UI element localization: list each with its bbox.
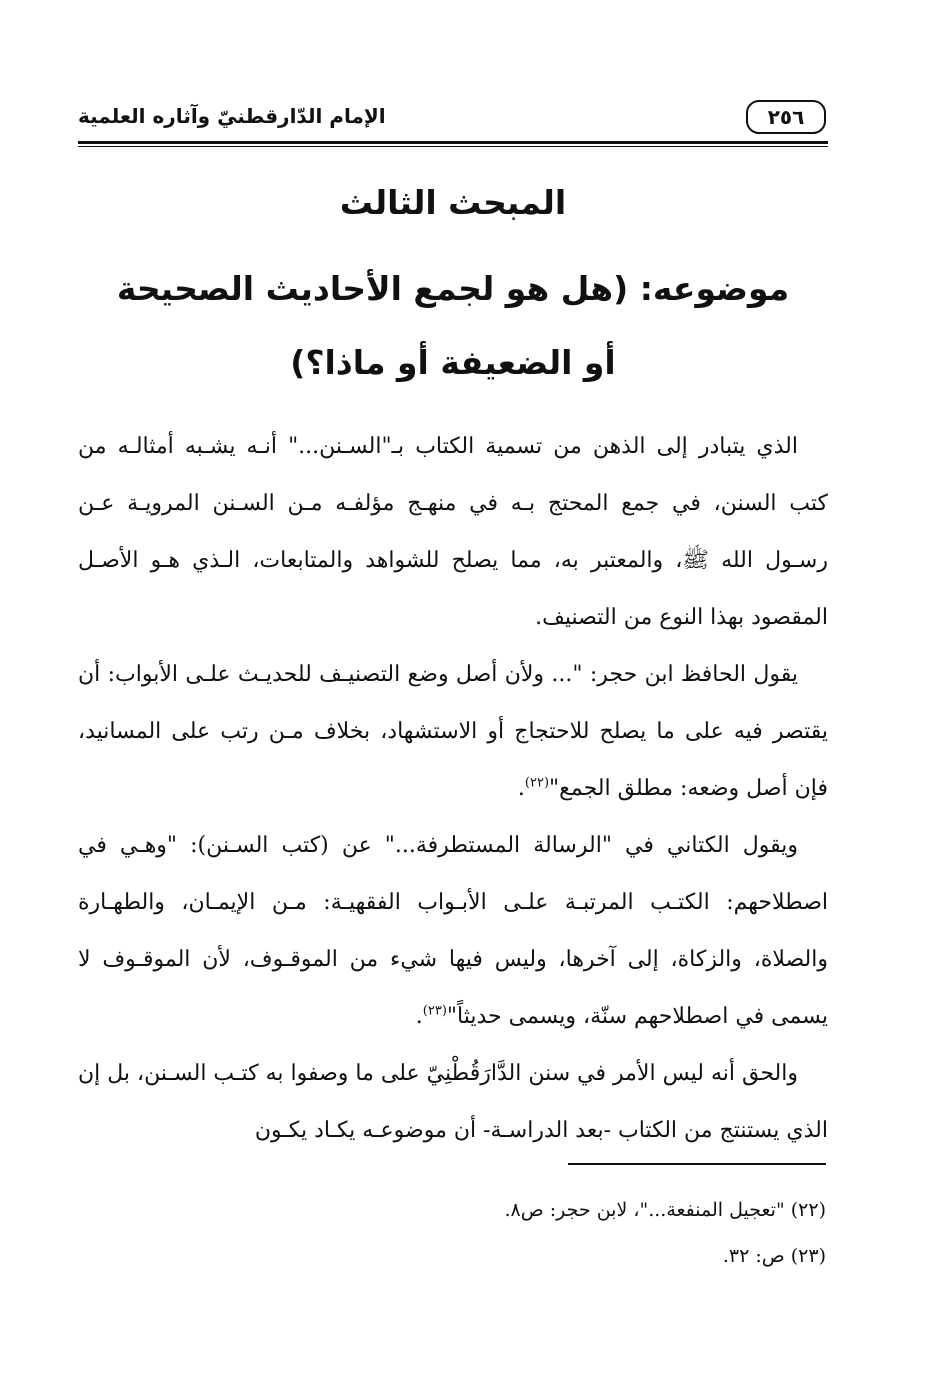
topic-heading xyxy=(78,252,828,400)
paragraph-3-text: ويقول الكتاني في "الرسالة المستطرفة..." عن (كتب السـنن): "وهـي في اصطلاحهم: الكتـب المرتبـة علـى الأبـواب الفقهيـة: مـن الإيمـان، والطهـارة والصلاة، والزكاة، إلى آخرها، وليس فيها شيء من الموقـوف، لأن الموقـوف لا يسمى في اصطلاحهم سنّة، ويسمى حديثاً" xyxy=(78,833,828,1029)
chapter-title: المبحث الثالث xyxy=(339,183,567,222)
footnote-ref-22: (٢٢) xyxy=(524,775,550,791)
header-rule-thick xyxy=(78,141,828,144)
paragraph-2 xyxy=(78,646,828,817)
paragraph-4 xyxy=(78,1045,828,1159)
sentence-end: . xyxy=(517,776,525,801)
footnote-separator xyxy=(568,1163,826,1165)
page-number: ٢٥٦ xyxy=(746,100,826,134)
paragraph-2-text: يقول الحافظ ابن حجر: "... ولأن أصل وضع التصنيـف للحديـث علـى الأبواب: أن يقتصر فيه على ما يصلح للاحتجاج أو الاستشهاد، بخلاف مـن رتب على المسانيد، فإن أصل وضعه: مطلق الجمع" xyxy=(78,662,828,801)
footnote-ref-23: (٢٣) xyxy=(422,1003,447,1019)
paragraph-4-text: والحق أنه ليس الأمر في سنن الدَّارَقُطْنِيّ على ما وصفوا به كتـب السـنن، بل إن الذي يستنتج من الكتاب -بعد الدراسـة- أن موضوعـه يكـاد يكـون xyxy=(78,1061,828,1143)
paragraph-3 xyxy=(78,817,828,1045)
paragraph-1-text: الذي يتبادر إلى الذهن من تسمية الكتاب بـ"السـنن..." أنـه يشـبه أمثالـه من كتب السنن، في جمع المحتج بـه في منهـج مؤلفـه مـن السـنن المرويـة عـن رسـول الله ﷺ، والمعتبر به، مما يصلح للشواهد والمتابعات، الـذي هـو الأصـل المقصود بهذا النوع من التصنيف. xyxy=(78,434,828,630)
footnote-23: (٢٣) ص: ٣٢. xyxy=(722,1245,826,1267)
running-title: الإمام الدّارقطنيّ وآثاره العلمية xyxy=(78,104,386,128)
body-text xyxy=(78,418,828,1159)
paragraph-1 xyxy=(78,418,828,646)
header-rule-thin xyxy=(78,146,828,147)
footnotes xyxy=(78,1187,826,1279)
footnote-22: (٢٢) "تعجيل المنفعة..."، لابن حجر: ص٨. xyxy=(504,1199,826,1221)
sentence-end: . xyxy=(415,1004,423,1029)
topic-line-2: أو الضعيفة أو ماذا؟) xyxy=(290,343,616,382)
topic-line-1: موضوعه: (هل هو لجمع الأحاديث الصحيحة xyxy=(116,269,790,308)
page-header xyxy=(78,98,826,142)
